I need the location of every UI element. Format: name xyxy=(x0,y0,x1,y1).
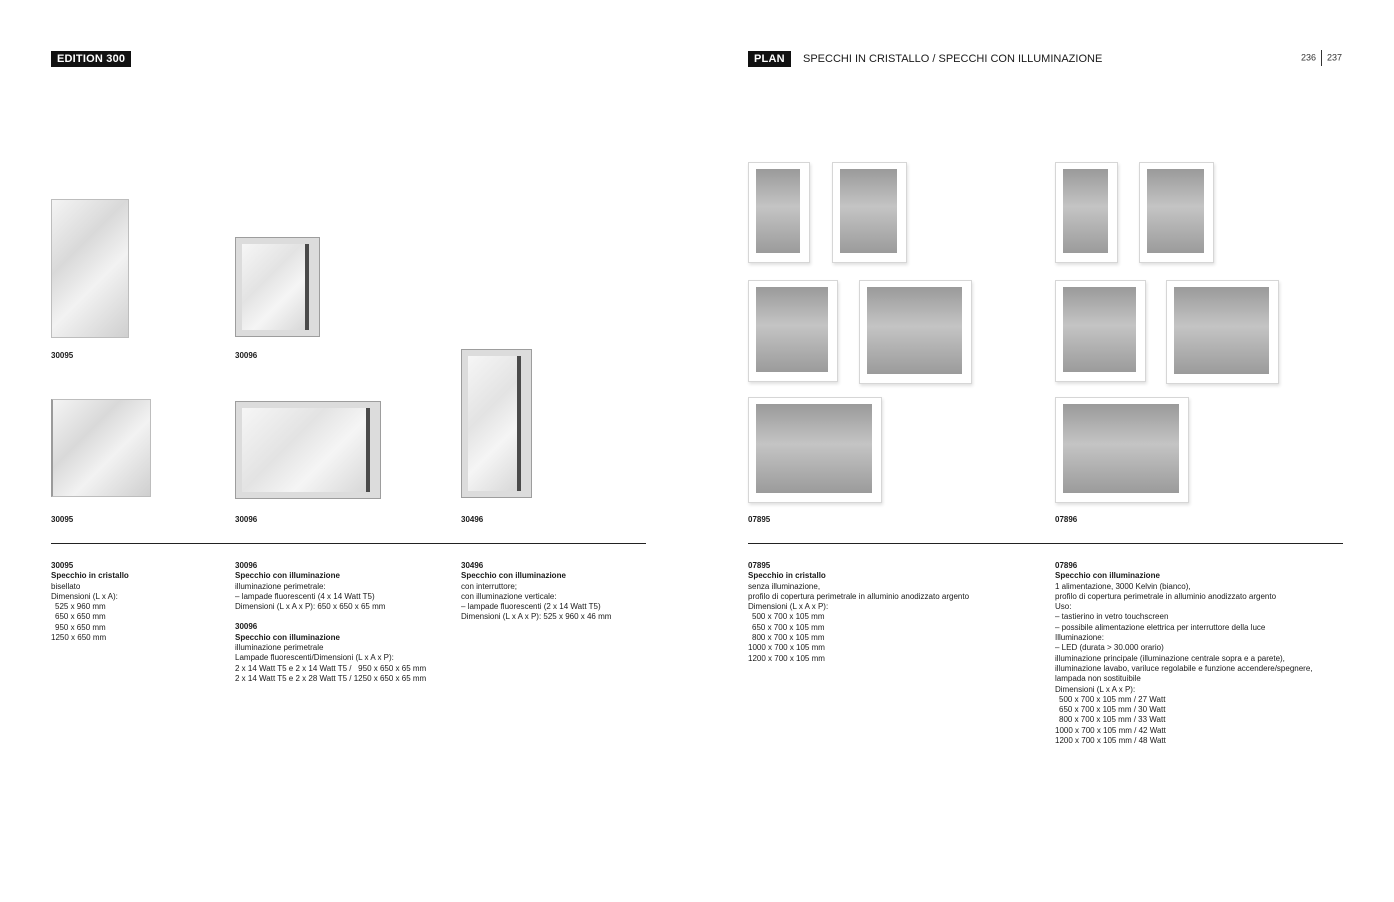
spec-line: 1200 x 700 x 105 mm xyxy=(748,653,825,663)
spec-line: – lampade fluorescenti (4 x 14 Watt T5) xyxy=(235,591,375,601)
spec-block xyxy=(235,561,455,684)
divider-rule-right xyxy=(748,543,1343,544)
spec-line: – LED (durata > 30.000 orario) xyxy=(1055,643,1164,653)
spec-line: 950 x 650 mm xyxy=(55,622,106,632)
lit-mirror-photo xyxy=(859,280,972,384)
spec-line: 800 x 700 x 105 mm / 33 Watt xyxy=(1059,715,1166,725)
mirror-photo-30496 xyxy=(461,349,532,498)
spec-block xyxy=(1055,561,1355,746)
plan-tag: PLAN xyxy=(748,51,791,67)
spec-line: Illuminazione: xyxy=(1055,633,1104,643)
lit-mirror-photo xyxy=(748,280,838,382)
photo-code: 30096 xyxy=(235,515,258,524)
photo-code: 07895 xyxy=(748,515,771,524)
spec-line: Dimensioni (L x A x P): 650 x 650 x 65 mm xyxy=(235,602,386,612)
spec-line: Dimensioni (L x A x P): xyxy=(1055,684,1136,694)
lit-mirror-photo xyxy=(1055,280,1146,382)
spec-line: illuminazione perimetrale: xyxy=(235,581,326,591)
mirror-photo-30095-portrait xyxy=(51,199,129,338)
spec-name: Specchio con illuminazione xyxy=(235,571,340,581)
photo-code: 30095 xyxy=(51,515,74,524)
spec-line: senza illuminazione, xyxy=(748,581,821,591)
spec-line: Uso: xyxy=(1055,602,1072,612)
spec-code: 07895 xyxy=(748,561,771,570)
spec-line: bisellato xyxy=(51,581,81,591)
spec-line: 800 x 700 x 105 mm xyxy=(752,633,825,643)
lit-mirror-photo xyxy=(748,162,810,263)
spec-line: Dimensioni (L x A x P): 525 x 960 x 46 mm xyxy=(461,612,612,622)
spec-name: Specchio con illuminazione xyxy=(1055,571,1160,581)
spec-line: – possibile alimentazione elettrica per interruttore della luce xyxy=(1055,622,1266,632)
spec-line: con illuminazione verticale: xyxy=(461,591,557,601)
spec-line: 1 alimentazione, 3000 Kelvin (bianco), xyxy=(1055,581,1191,591)
spec-line: 650 x 700 x 105 mm xyxy=(752,622,825,632)
spec-line: 650 x 650 mm xyxy=(55,612,106,622)
mirror-photo-30096-square xyxy=(235,237,320,337)
spec-code: 30096 xyxy=(235,622,258,632)
spec-name: Specchio in cristallo xyxy=(51,571,129,581)
lit-mirror-photo xyxy=(1055,162,1118,263)
spec-line: 1250 x 650 mm xyxy=(51,633,107,643)
spec-line: profilo di copertura perimetrale in alluminio anodizzato argento xyxy=(748,591,970,601)
lit-mirror-photo xyxy=(1055,397,1189,503)
mirror-photo-30096-wide xyxy=(235,401,381,499)
spec-line: 1000 x 700 x 105 mm xyxy=(748,643,825,653)
spec-line: con interruttore; xyxy=(461,581,518,591)
photo-code: 30096 xyxy=(235,351,258,360)
spec-name: Specchio in cristallo xyxy=(748,571,826,581)
spec-line: 2 x 14 Watt T5 e 2 x 14 Watt T5 / 950 x 650 x 65 mm xyxy=(235,663,427,673)
spec-code: 30096 xyxy=(235,561,258,570)
spec-line: 525 x 960 mm xyxy=(55,602,106,612)
page-number-left: 236 xyxy=(1301,52,1317,63)
spec-code: 30095 xyxy=(51,561,74,570)
spec-line: profilo di copertura perimetrale in alluminio anodizzato argento xyxy=(1055,591,1277,601)
spec-block xyxy=(748,561,1048,664)
spec-line: 500 x 700 x 105 mm / 27 Watt xyxy=(1059,694,1166,704)
spec-line: Dimensioni (L x A x P): xyxy=(748,602,829,612)
page-title: SPECCHI IN CRISTALLO / SPECCHI CON ILLUMINAZIONE xyxy=(803,53,1103,65)
page-numbers xyxy=(1301,50,1342,66)
lit-mirror-photo xyxy=(832,162,907,263)
lit-mirror-photo xyxy=(1139,162,1214,263)
page-number-divider xyxy=(1321,50,1322,66)
spec-line: 650 x 700 x 105 mm / 30 Watt xyxy=(1059,705,1166,715)
divider-rule-left xyxy=(51,543,646,544)
spec-line: 2 x 14 Watt T5 e 2 x 28 Watt T5 / 1250 x 650 x 65 mm xyxy=(235,673,427,683)
spec-code: 07896 xyxy=(1055,561,1078,570)
page-number-right: 237 xyxy=(1327,52,1343,63)
spec-line: illuminazione lavabo, variluce regolabile e funzione accendere/spegnere, xyxy=(1055,663,1313,673)
spec-block xyxy=(51,561,226,643)
spec-name: Specchio con illuminazione xyxy=(461,571,566,581)
spec-line: illuminazione principale (illuminazione centrale sopra e a parete), xyxy=(1055,653,1285,663)
spec-line: – tastierino in vetro touchscreen xyxy=(1055,612,1169,622)
edition-tag: EDITION 300 xyxy=(51,51,131,67)
spec-line: illuminazione perimetrale xyxy=(235,643,324,653)
photo-code: 30095 xyxy=(51,351,74,360)
mirror-photo-30095-landscape xyxy=(51,399,151,497)
spec-line: 1200 x 700 x 105 mm / 48 Watt xyxy=(1055,736,1166,746)
spec-line: 500 x 700 x 105 mm xyxy=(752,612,825,622)
photo-code: 30496 xyxy=(461,515,484,524)
spec-line: 1000 x 700 x 105 mm / 42 Watt xyxy=(1055,725,1166,735)
spec-line: – lampade fluorescenti (2 x 14 Watt T5) xyxy=(461,602,601,612)
spec-line: Lampade fluorescenti/Dimensioni (L x A x P): xyxy=(235,653,394,663)
photo-code: 07896 xyxy=(1055,515,1078,524)
spec-block xyxy=(461,561,641,623)
spec-line: lampada non sostituibile xyxy=(1055,674,1141,684)
lit-mirror-photo xyxy=(1166,280,1279,384)
spec-code: 30496 xyxy=(461,561,484,570)
spec-name: Specchio con illuminazione xyxy=(235,632,340,642)
lit-mirror-photo xyxy=(748,397,882,503)
spec-line: Dimensioni (L x A): xyxy=(51,591,118,601)
